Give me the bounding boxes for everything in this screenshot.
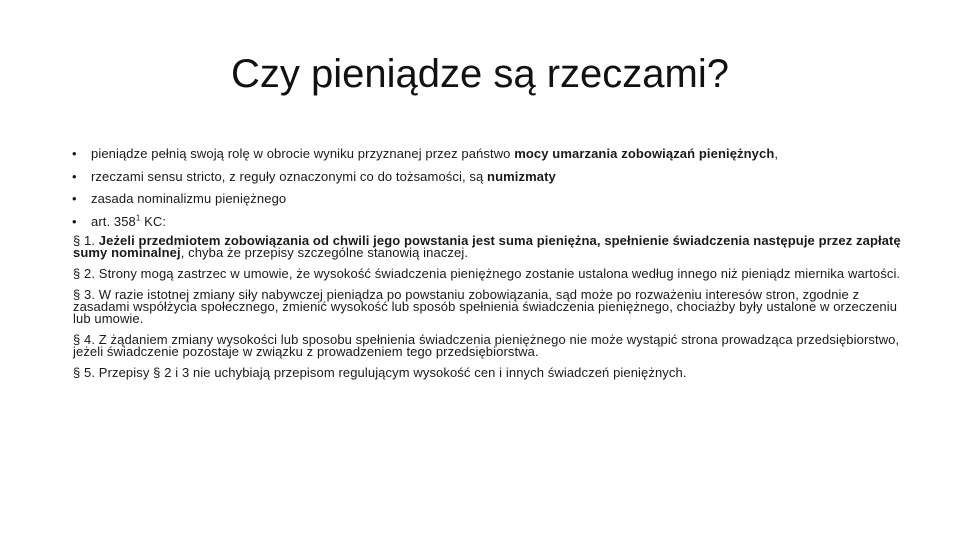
bullet-icon: • [72,191,77,206]
bullet-icon: • [72,146,77,161]
superscript: 1 [135,213,141,223]
bullet-bold-text: mocy umarzania zobowiązań pieniężnych [514,146,775,161]
paragraph-3: § 3. W razie istotnej zmiany siły nabywczej pieniądza po powstaniu zobowiązania, sąd może po rozważeniu interesów stron, zgodnie z zasadami współżycia społecznego, zmienić wysokość lub sposób spełnienia świadczenia pieniężnego, chociażby były ustalone w orzeczeniu lub umowie. [73,287,898,326]
bullet-text: zasada nominalizmu pieniężnego [91,191,287,206]
paragraph-tail: , chyba że przepisy szczególne stanowią inaczej. [180,245,469,260]
statute-text [73,235,903,388]
bullet-text: rzeczami sensu stricto, z reguły oznaczonymi co do tożsamości, są [91,168,488,184]
paragraph-5: § 5. Przepisy § 2 i 3 nie uchybiają przepisom regulującym wysokość cen i innych świadczeń pieniężnych. [73,365,687,380]
bullet-bold-text: numizmaty [487,168,556,184]
paragraph-prefix: § 1. [73,233,99,248]
paragraph-4: § 4. Z żądaniem zmiany wysokości lub sposobu spełnienia świadczenia pieniężnego nie może wystąpić strona prowadząca przedsiębiorstwo, jeżeli świadczenie pozostaje w związku z prowadzeniem tego przedsiębiorstwa. [73,332,900,359]
bullet-text: art. 358 [91,213,136,229]
slide-title: Czy pieniądze są rzeczami? [231,52,729,96]
bullet-tail: , [774,146,779,161]
bullet-item [72,212,902,235]
paragraph-1 [73,235,903,259]
bullet-item [72,167,902,190]
paragraph-bold-text: Jeżeli przedmiotem zobowiązania od chwili jego powstania jest suma pieniężna, spełnienie świadczenia następuje przez zapłatę sumy nominalnej [73,233,901,260]
bullet-text: pieniądze pełnią swoją rolę w obrocie wyniku przyznanej przez państwo [91,146,515,161]
bullet-icon: • [72,168,77,184]
bullet-list [72,144,902,234]
bullet-icon: • [72,213,77,229]
bullet-tail: KC: [140,213,167,229]
bullet-item [72,189,902,212]
paragraph-2: § 2. Strony mogą zastrzec w umowie, że wysokość świadczenia pieniężnego zostanie ustalona według innego niż pieniądz miernika wartości. [73,266,901,281]
bullet-item [72,144,902,167]
